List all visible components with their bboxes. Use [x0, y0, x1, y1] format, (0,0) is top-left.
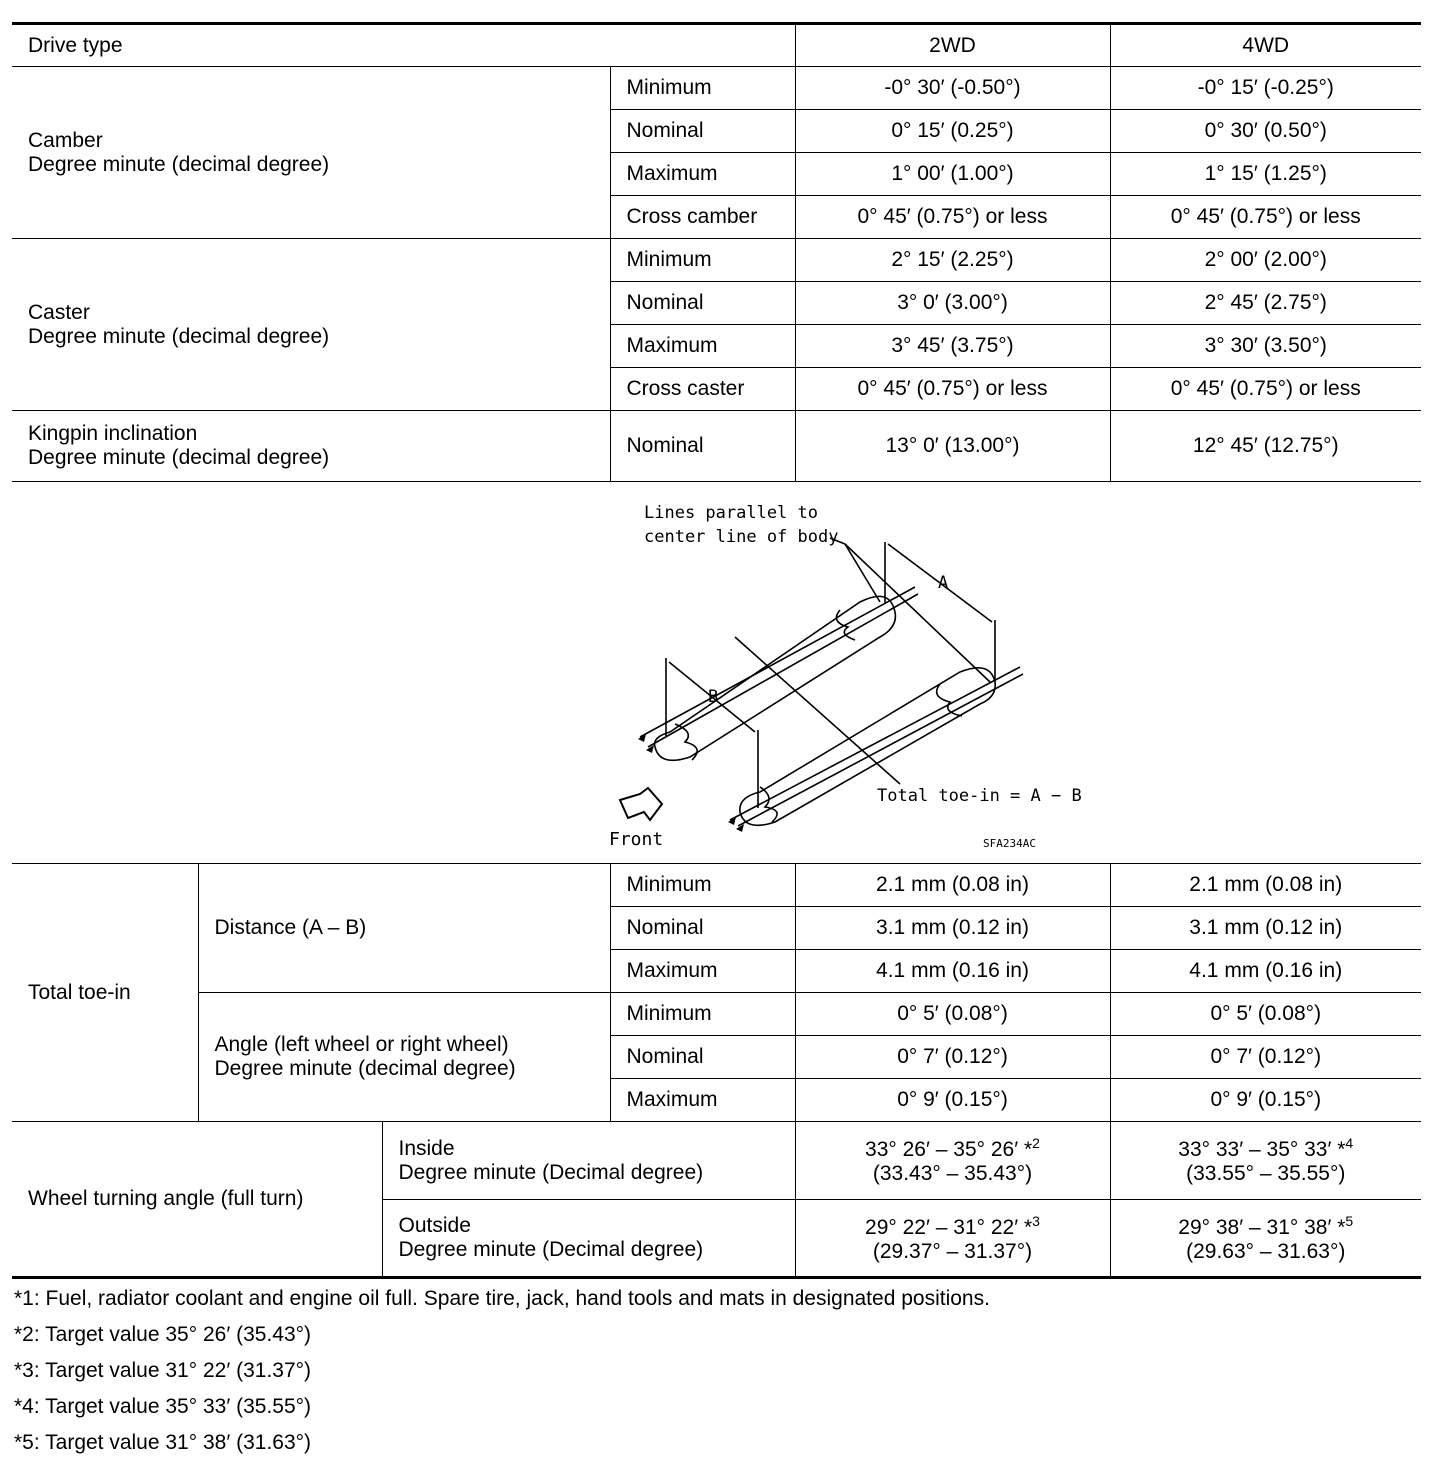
footnote-ref: 5 — [1345, 1212, 1354, 1229]
value-range: 29° 22′ – 31° 22′ * — [865, 1215, 1033, 1239]
toe-in-row — [12, 993, 1421, 1036]
value-range: 33° 26′ – 35° 26′ * — [865, 1138, 1033, 1161]
tire-outline — [655, 596, 896, 760]
turning-unit: Degree minute (Decimal degree) — [398, 1238, 704, 1261]
front-label: Front — [609, 829, 664, 850]
caster-row — [12, 239, 1421, 282]
value-2wd: 0° 45′ (0.75°) or less — [795, 196, 1110, 239]
value-2wd: 0° 7′ (0.12°) — [795, 1036, 1110, 1079]
distance-label: Distance (A – B) — [198, 864, 610, 993]
caster-unit: Degree minute (decimal degree) — [28, 324, 330, 348]
row-label: Minimum — [610, 239, 795, 282]
toe-in-table — [12, 863, 1421, 1122]
value-decimal: (29.37° – 31.37°) — [872, 1239, 1033, 1263]
value-2wd: 3° 45′ (3.75°) — [795, 325, 1110, 368]
footnotes — [14, 1286, 990, 1466]
camber-label: Camber — [28, 128, 103, 152]
value-2wd: 3° 0′ (3.00°) — [795, 282, 1110, 325]
value-2wd: 1° 00′ (1.00°) — [795, 153, 1110, 196]
row-label: Maximum — [610, 1079, 795, 1122]
value-4wd: 3.1 mm (0.12 in) — [1110, 907, 1421, 950]
toe-in-row — [12, 864, 1421, 907]
row-label: Cross camber — [610, 196, 795, 239]
value-2wd: 4.1 mm (0.16 in) — [795, 950, 1110, 993]
value-decimal: (33.55° – 35.55°) — [1186, 1162, 1346, 1185]
row-label: Cross caster — [610, 368, 795, 411]
turning-label: Wheel turning angle (full turn) — [12, 1122, 382, 1278]
camber-label-cell — [12, 67, 610, 239]
camber-unit: Degree minute (decimal degree) — [28, 152, 330, 176]
header-row — [12, 24, 1421, 67]
value-decimal: (29.63° – 31.63°) — [1186, 1239, 1346, 1263]
kingpin-label: Kingpin inclination — [28, 422, 198, 445]
value-2wd: 13° 0′ (13.00°) — [795, 411, 1110, 482]
value-4wd: 0° 5′ (0.08°) — [1110, 993, 1421, 1036]
row-label: Maximum — [610, 950, 795, 993]
footnote: *4: Target value 35° 33′ (35.55°) — [14, 1395, 312, 1418]
footnote: *2: Target value 35° 26′ (35.43°) — [14, 1323, 312, 1346]
row-label: Maximum — [610, 325, 795, 368]
value-range: 33° 33′ – 35° 33′ * — [1178, 1138, 1346, 1161]
angle-label: Angle (left wheel or right wheel) — [214, 1033, 509, 1056]
footnote: *5: Target value 31° 38′ (31.63°) — [14, 1431, 312, 1454]
value-4wd: 0° 30′ (0.50°) — [1110, 110, 1421, 153]
kingpin-unit: Degree minute (decimal degree) — [28, 446, 330, 469]
toe-in-label: Total toe-in — [12, 864, 198, 1122]
value-4wd: 2° 45′ (2.75°) — [1110, 282, 1421, 325]
figure-code: SFA234AC — [983, 837, 1036, 850]
lines-label-2: center line of body — [644, 527, 839, 547]
col-2wd-header: 2WD — [795, 24, 1110, 67]
value-4wd: 12° 45′ (12.75°) — [1110, 411, 1421, 482]
value-4wd: 0° 9′ (0.15°) — [1110, 1079, 1421, 1122]
caster-label: Caster — [28, 300, 90, 324]
value-4wd: 1° 15′ (1.25°) — [1110, 153, 1421, 196]
row-label: Minimum — [610, 67, 795, 110]
value-4wd: 2° 00′ (2.00°) — [1110, 239, 1421, 282]
row-label: Nominal — [610, 907, 795, 950]
value-2wd: 3.1 mm (0.12 in) — [795, 907, 1110, 950]
value-2wd: 0° 9′ (0.15°) — [795, 1079, 1110, 1122]
value-2wd: 2° 15′ (2.25°) — [795, 239, 1110, 282]
value-4wd: 0° 7′ (0.12°) — [1110, 1036, 1421, 1079]
alignment-spec-table — [12, 22, 1421, 482]
col-4wd-header: 4WD — [1110, 24, 1421, 67]
caster-label-cell — [12, 239, 610, 411]
value-4wd: 2.1 mm (0.08 in) — [1110, 864, 1421, 907]
angle-unit: Degree minute (decimal degree) — [214, 1057, 516, 1080]
drive-type-header: Drive type — [12, 24, 795, 67]
angle-label-cell — [198, 993, 610, 1122]
value-2wd: 0° 5′ (0.08°) — [795, 993, 1110, 1036]
row-label: Minimum — [610, 993, 795, 1036]
kingpin-row — [12, 411, 1421, 482]
inside-label: Inside — [398, 1136, 455, 1160]
value-2wd — [795, 1200, 1110, 1278]
footnote: *1: Fuel, radiator coolant and engine oil full. Spare tire, jack, hand tools and mats in designated positions. — [14, 1287, 990, 1310]
value-range: 29° 38′ – 31° 38′ * — [1178, 1215, 1346, 1239]
footnote-ref: 3 — [1032, 1212, 1040, 1229]
turning-angle-table — [12, 1121, 1421, 1279]
row-label: Minimum — [610, 864, 795, 907]
value-4wd: 4.1 mm (0.16 in) — [1110, 950, 1421, 993]
footnote-ref: 4 — [1345, 1135, 1354, 1151]
value-4wd: 3° 30′ (3.50°) — [1110, 325, 1421, 368]
lines-label-1: Lines parallel to — [644, 503, 818, 523]
footnote-ref: 2 — [1032, 1135, 1040, 1151]
value-2wd — [795, 1122, 1110, 1200]
outside-label-cell — [382, 1200, 795, 1278]
row-label: Nominal — [610, 411, 795, 482]
value-2wd: -0° 30′ (-0.50°) — [795, 67, 1110, 110]
row-label: Maximum — [610, 153, 795, 196]
toe-in-diagram — [600, 492, 1100, 854]
value-2wd: 0° 15′ (0.25°) — [795, 110, 1110, 153]
camber-row — [12, 67, 1421, 110]
row-label: Nominal — [610, 110, 795, 153]
kingpin-label-cell — [12, 411, 610, 482]
turning-unit: Degree minute (Decimal degree) — [398, 1160, 704, 1184]
dimension-b-label: B — [708, 687, 719, 707]
value-2wd: 2.1 mm (0.08 in) — [795, 864, 1110, 907]
footnote: *3: Target value 31° 22′ (31.37°) — [14, 1359, 312, 1382]
row-label: Nominal — [610, 282, 795, 325]
turning-row — [12, 1122, 1421, 1200]
dimension-a-label: A — [938, 573, 949, 593]
toe-in-formula: Total toe-in = A − B — [877, 786, 1082, 806]
value-2wd: 0° 45′ (0.75°) or less — [795, 368, 1110, 411]
value-4wd: 0° 45′ (0.75°) or less — [1110, 196, 1421, 239]
inside-label-cell — [382, 1122, 795, 1200]
value-4wd — [1110, 1200, 1421, 1278]
outside-label: Outside — [398, 1214, 471, 1237]
front-arrow-icon — [620, 788, 662, 820]
row-label: Nominal — [610, 1036, 795, 1079]
value-decimal: (33.43° – 35.43°) — [872, 1162, 1033, 1185]
value-4wd: 0° 45′ (0.75°) or less — [1110, 368, 1421, 411]
value-4wd — [1110, 1122, 1421, 1200]
value-4wd: -0° 15′ (-0.25°) — [1110, 67, 1421, 110]
